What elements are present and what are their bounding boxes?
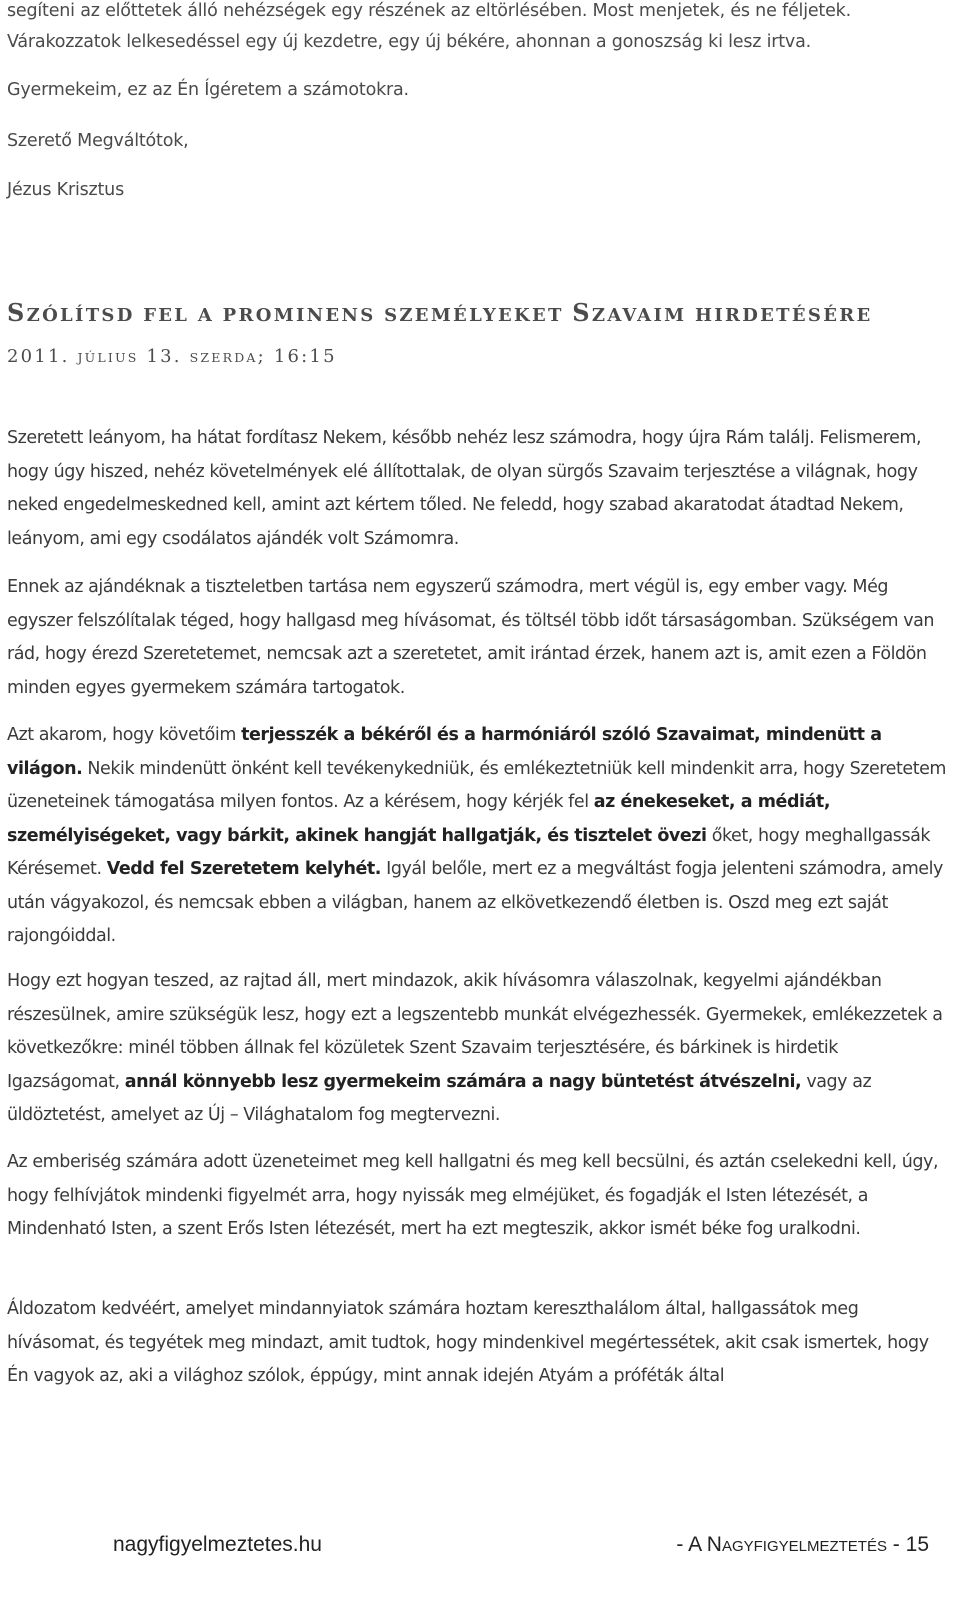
- footer-page-info: - A NAGYFIGYELMEZTETÉS - 15: [676, 1533, 929, 1556]
- message-title: SZÓLÍTSD FEL A PROMINENS SZEMÉLYEKET SZAVAIM HIRDETÉSÉRE: [7, 298, 873, 327]
- paragraph-3: Azt akarom, hogy követőim terjesszék a békéről és a harmóniáról szóló Szavaimat, mindenütt a világon. Nekik mindenütt önként kell tevékenykedniük, és emlékeztetniük kell mindenkit arra, hogy Szeretetem üzeneteinek támogatása milyen fontos. Az a kérésem, hogy kérjék fel az énekeseket, a médiát, személyiségeket, vagy bárkit, akinek hangját hallgatják, és tisztelet övezi őket, hogy meghallgassák Kérésemet. Vedd fel Szeretetem kelyhét. Igyál belőle, mert ez a megváltást fogja jelenteni számodra, amely után vágyakozol, és nemcsak ebben a világban, hanem az elkövetkezendő életben is. Oszd meg ezt saját rajongóiddal.: [7, 725, 947, 946]
- message-date: 2011. JÚLIUS 13. SZERDA; 16:15: [7, 346, 337, 367]
- paragraph-6: Áldozatom kedvéért, amelyet mindannyiatok számára hoztam kereszthalálom által, hallgassátok meg hívásomat, és tegyétek meg mindazt, amit tudtok, hogy mindenkivel megértessétek, akit csak ismertek, hogy Én vagyok az, aki a világhoz szólok, éppúgy, mint annak idején Atyám a próféták által: [7, 1299, 929, 1386]
- footer-site-link[interactable]: nagyfigyelmeztetes.hu: [113, 1533, 322, 1556]
- intro-block: [7, 0, 947, 58]
- paragraph-2: Ennek az ajándéknak a tiszteletben tartása nem egyszerű számodra, mert végül is, egy ember vagy. Még egyszer felszólítalak téged, hogy hallgasd meg hívásomat, és töltsél több időt társaságomban. Szükségem van rád, hogy érezd Szeretetemet, nemcsak azt a szeretetet, amit irántad érzek, hanem azt is, amit ezen a Földön minden egyes gyermekem számára tartogatok.: [7, 577, 935, 698]
- intro-line-1: segíteni az előttetek álló nehézségek egy részének az eltörlésében. Most menjetek, és ne féljetek.: [7, 1, 851, 21]
- signature: Jézus Krisztus: [7, 180, 124, 200]
- closing-line: Szerető Megváltótok,: [7, 131, 189, 151]
- paragraph-4: Hogy ezt hogyan teszed, az rajtad áll, mert mindazok, akik hívásomra válaszolnak, kegyelmi ajándékban részesülnek, amire szükségük lesz, hogy ezt a legszentebb munkát elvégezhessék. Gyermekek, emlékezzetek a következőkre: minél többen állnak fel közületek Szent Szavaim terjesztésére, és bárkinek is hirdetik Igazságomat, annál könnyebb lesz gyermekeim számára a nagy büntetést átvészelni, vagy az üldöztetést, amelyet az Új – Világhatalom fog megtervezni.: [7, 971, 943, 1125]
- promise-line: Gyermekeim, ez az Én Ígéretem a számotokra.: [7, 80, 409, 100]
- paragraph-5: Az emberiség számára adott üzeneteimet meg kell hallgatni és meg kell becsülni, és aztán cselekedni kell, úgy, hogy felhívjátok mindenki figyelmét arra, hogy nyissák meg elméjüket, és fogadják el Isten létezését, a Mindenható Isten, a szent Erős Isten létezését, mert ha ezt megteszik, akkor ismét béke fog uralkodni.: [7, 1152, 939, 1239]
- paragraph-1: Szeretett leányom, ha hátat fordítasz Nekem, később nehéz lesz számodra, hogy újra Rám találj. Felismerem, hogy úgy hiszed, nehéz követelmények elé állítottalak, de olyan sürgős Szavaim terjesztése a világnak, hogy neked engedelmeskedned kell, amint azt kértem tőled. Ne feledd, hogy szabad akaratodat átadtad Nekem, leányom, ami egy csodálatos ajándék volt Számomra.: [7, 428, 922, 549]
- page-number: 15: [905, 1533, 929, 1556]
- intro-line-2: Várakozzatok lelkesedéssel egy új kezdetre, egy új békére, ahonnan a gonoszság ki lesz irtva.: [7, 32, 811, 52]
